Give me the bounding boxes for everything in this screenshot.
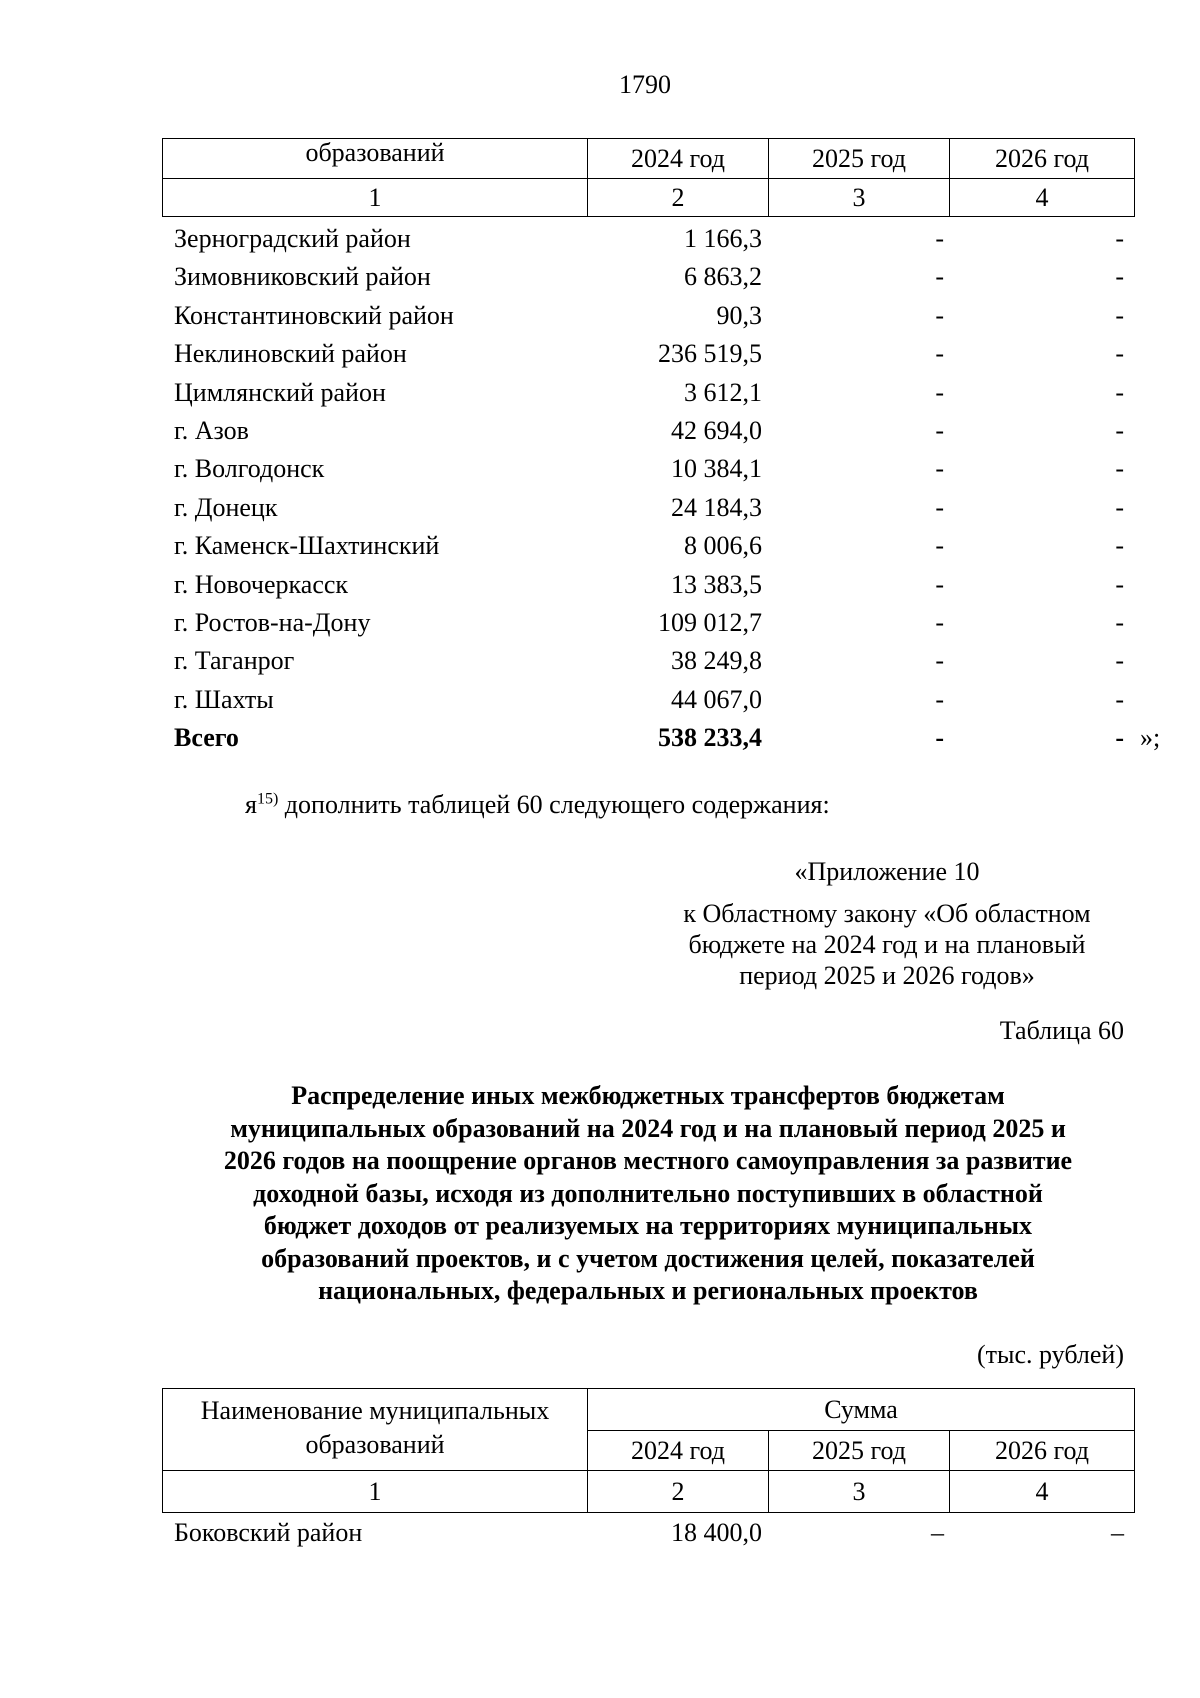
table-row (162, 335, 1134, 373)
colnum-1: 1 (163, 179, 588, 217)
row-2025: - (935, 339, 944, 369)
units-label: (тыс. рублей) (976, 1340, 1124, 1369)
table-row (162, 566, 1134, 604)
table1-header-row (163, 139, 1135, 179)
closing-quote: »; (1140, 723, 1161, 753)
row-2026: - (1115, 492, 1124, 522)
row-2026: - (1115, 339, 1124, 369)
row-2025: - (935, 569, 944, 599)
row-name: г. Донецк (174, 492, 278, 522)
row-name: Неклиновский район (174, 339, 407, 369)
row-2025: - (935, 646, 944, 676)
table2-colnum-row (163, 1471, 1135, 1513)
row-2024: 236 519,5 (658, 339, 762, 369)
row-2024: 24 184,3 (671, 492, 762, 522)
table-row (162, 527, 1134, 565)
row-2024: 3 612,1 (684, 377, 762, 407)
header-name-col (163, 1389, 588, 1471)
header-2024: 2024 год (588, 1431, 769, 1471)
colnum-4: 4 (950, 179, 1135, 217)
row-2025: - (935, 454, 944, 484)
title-line: бюджет доходов от реализуемых на территориях муниципальных (263, 1211, 1033, 1240)
total-2026: - (1115, 723, 1124, 753)
table-title (160, 1080, 1136, 1308)
row-2025: - (935, 377, 944, 407)
title-line: образований проектов, и с учетом достижения целей, показателей (261, 1243, 1035, 1273)
row-2026: - (1115, 646, 1124, 676)
header-2024: 2024 год (588, 139, 769, 179)
row-2025: - (935, 492, 944, 522)
row-name: г. Новочеркасск (174, 569, 349, 599)
table2-header-row (163, 1389, 1135, 1431)
colnum-4: 4 (950, 1471, 1135, 1513)
table-row (162, 642, 1134, 680)
row-name: г. Волгодонск (174, 454, 325, 484)
appendix-block (650, 856, 1124, 991)
total-row (162, 719, 1161, 757)
table2-body (162, 1514, 1134, 1552)
row-2024: 6 863,2 (684, 262, 762, 292)
row-2025: - (935, 224, 944, 253)
row-2024: 109 012,7 (658, 607, 762, 637)
title-line: национальных, федеральных и региональных проектов (318, 1276, 978, 1305)
table-row (162, 220, 1134, 258)
row-2025: - (935, 415, 944, 445)
row-2024: 13 383,5 (671, 569, 762, 599)
header-sum: Сумма (588, 1389, 1135, 1431)
title-line: доходной базы, исходя из дополнительно поступивших в областной (253, 1178, 1043, 1208)
table-row (162, 681, 1134, 719)
colnum-3: 3 (769, 1471, 950, 1513)
row-2025: - (935, 262, 944, 292)
row-2025: - (935, 607, 944, 637)
row-name: г. Шахты (174, 684, 274, 714)
header-2026: 2026 год (950, 139, 1135, 179)
instruction-prefix: я (245, 790, 257, 819)
row-name: г. Таганрог (174, 646, 295, 676)
total-2025: - (935, 723, 944, 753)
table1-colnum-row (163, 179, 1135, 217)
row-2026: - (1115, 569, 1124, 599)
row-name: Боковский район (174, 1518, 363, 1547)
row-2024: 8 006,6 (684, 531, 762, 561)
table-row (162, 489, 1134, 527)
title-line: Распределение иных межбюджетных трансфертов бюджетам (291, 1081, 1005, 1110)
table-row (162, 374, 1134, 412)
appendix-line: период 2025 и 2026 годов» (739, 961, 1035, 990)
table-row (162, 450, 1134, 488)
row-2026: - (1115, 607, 1124, 637)
appendix-line: к Областному закону «Об областном (683, 899, 1091, 928)
title-line: муниципальных образований на 2024 год и на плановый период 2025 и (230, 1113, 1066, 1143)
row-2025: - (935, 300, 944, 330)
row-name: г. Каменск-Шахтинский (174, 531, 440, 561)
row-2026: - (1115, 415, 1124, 445)
page-number: 1790 (619, 70, 671, 99)
table1-body (162, 220, 1161, 757)
row-2024: 44 067,0 (671, 684, 762, 714)
row-name: Константиновский район (174, 300, 454, 330)
appendix-line: бюджете на 2024 год и на плановый (688, 930, 1086, 959)
header-name-line: образований (305, 1429, 445, 1459)
header-name-line: Наименование муниципальных (200, 1395, 550, 1425)
row-2025: - (935, 531, 944, 561)
row-2024: 38 249,8 (671, 646, 762, 676)
row-2026: - (1115, 300, 1124, 330)
colnum-3: 3 (769, 179, 950, 217)
row-2026: - (1115, 262, 1124, 292)
appendix-title: «Приложение 10 (794, 857, 980, 886)
total-label: Всего (174, 723, 239, 753)
row-2024: 90,3 (716, 300, 762, 330)
row-2024: 10 384,1 (671, 454, 762, 484)
instruction-text: дополнить таблицей 60 следующего содержания: (278, 790, 830, 819)
table-row (162, 258, 1134, 296)
header-name-col: образований (163, 139, 588, 179)
title-line: 2026 годов на поощрение органов местного самоуправления за развитие (223, 1146, 1073, 1175)
table1-header (162, 138, 1135, 217)
colnum-2: 2 (588, 179, 769, 217)
total-2024: 538 233,4 (658, 723, 762, 753)
instruction-superscript: 15) (256, 790, 279, 808)
row-name: Зерноградский район (174, 224, 411, 253)
row-2026: - (1115, 377, 1124, 407)
row-2026: - (1115, 454, 1124, 484)
table-row (162, 412, 1134, 450)
row-name: Цимлянский район (174, 377, 386, 407)
row-2026: - (1115, 531, 1124, 561)
row-2026: - (1115, 684, 1124, 714)
row-2025: - (935, 684, 944, 714)
colnum-1: 1 (163, 1471, 588, 1513)
colnum-2: 2 (588, 1471, 769, 1513)
row-2024: 1 166,3 (684, 224, 762, 253)
row-2026: – (1111, 1518, 1124, 1547)
table-row (162, 297, 1134, 335)
row-name: г. Азов (174, 415, 249, 445)
row-2026: - (1115, 224, 1124, 253)
row-2025: – (931, 1518, 944, 1547)
table2-header (162, 1388, 1135, 1513)
row-2024: 18 400,0 (671, 1518, 762, 1547)
instruction-paragraph (245, 790, 830, 820)
table-row (162, 1514, 1134, 1552)
table-number: Таблица 60 (999, 1016, 1124, 1045)
table-row (162, 604, 1134, 642)
row-name: Зимовниковский район (174, 262, 431, 292)
row-2024: 42 694,0 (671, 415, 762, 445)
header-2026: 2026 год (950, 1431, 1135, 1471)
row-name: г. Ростов-на-Дону (174, 607, 371, 637)
header-2025: 2025 год (769, 139, 950, 179)
header-2025: 2025 год (769, 1431, 950, 1471)
